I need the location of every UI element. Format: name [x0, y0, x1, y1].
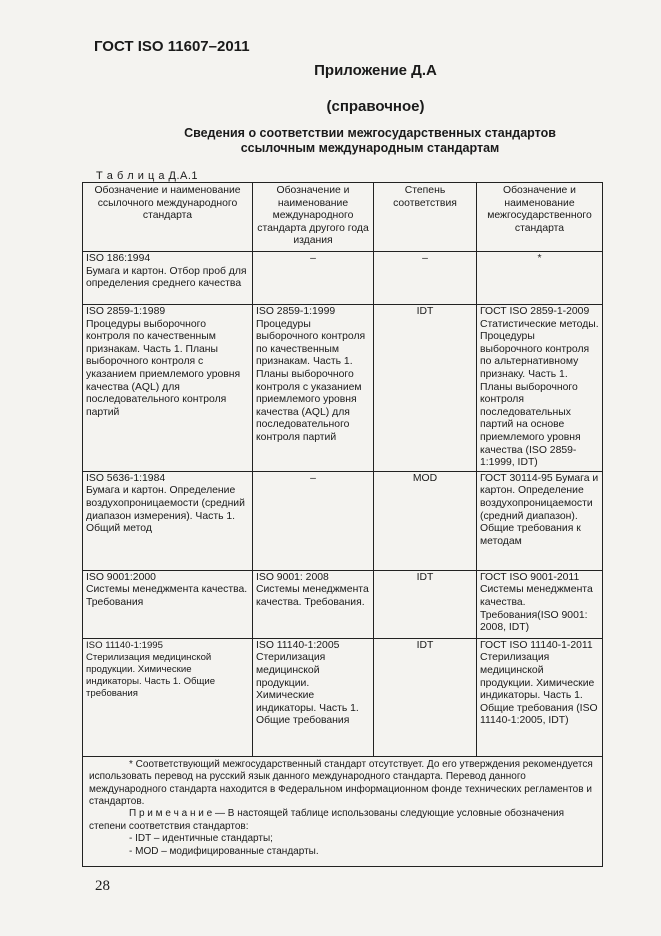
reference-code: ISO 2859-1:1989: [86, 306, 166, 317]
appendix-type: (справочное): [326, 98, 425, 115]
table-row: [83, 252, 603, 305]
note-text: В настоящей таблице использованы следующие условные обозначения степени соответствия стандартов:: [89, 808, 565, 832]
page-number: 28: [95, 878, 110, 894]
table-label: Т а б л и ц а Д.А.1: [96, 170, 199, 182]
cell-degree: IDT: [374, 570, 477, 638]
reference-title: Бумага и картон. Определение воздухопроницаемости (средний диапазон измерения). Часть 1. Общий метод: [86, 485, 245, 535]
table-notes: [83, 756, 603, 866]
cell-interstate: ГОСТ ISO 9001-2011 Системы менеджмента качества. Требования(ISO 9001: 2008, IDT): [477, 570, 603, 638]
cell-degree: MOD: [374, 471, 477, 570]
header-degree: Степень соответствия: [374, 183, 477, 252]
table-row: [83, 638, 603, 756]
list-item-mod: - MOD – модифицированные стандарты.: [129, 845, 319, 857]
appendix-caption: [120, 126, 620, 156]
caption-line-2: ссылочным международным стандартам: [240, 141, 500, 155]
appendix-title: Приложение Д.А: [314, 62, 437, 79]
cell-degree: IDT: [374, 305, 477, 472]
cell-reference: [83, 570, 253, 638]
cell-interstate: ГОСТ 30114-95 Бумага и картон. Определение воздухопроницаемости (средний диапазон). Общие требования к методам: [477, 471, 603, 570]
cell-interstate: *: [477, 252, 603, 305]
note-label: П р и м е ч а н и е —: [129, 808, 225, 820]
reference-title: Стерилизация медицинской продукции. Химические индикаторы. Часть 1. Общие требования: [86, 651, 216, 699]
table-row: [83, 305, 603, 472]
cell-reference: [83, 471, 253, 570]
correspondence-table: [82, 182, 603, 867]
reference-title: Системы менеджмента качества. Требования: [86, 584, 248, 608]
cell-interstate: ГОСТ ISO 11140-1-2011 Стерилизация медицинской продукции. Химические индикаторы. Часть 1. Общие требования (ISO 11140-1:2005, IDT): [477, 638, 603, 756]
reference-code: ISO 5636-1:1984: [86, 472, 166, 484]
cell-degree: IDT: [374, 638, 477, 756]
caption-line-1: Сведения о соответствии межгосударственных стандартов: [184, 126, 556, 140]
header-international-standard: Обозначение и наименование ссылочного международного стандарта: [83, 183, 253, 252]
cell-interstate: ГОСТ ISO 2859-1-2009 Статистические методы. Процедуры выборочного контроля по альтернативному признаку. Часть 1. Планы выборочного контроля последовательных партий на основе приемлемого уровня качества (ISO 2859-1:1999, IDT): [477, 305, 603, 472]
reference-code: ISO 11140-1:1995: [86, 639, 163, 651]
cell-reference: [83, 305, 253, 472]
cell-other-edition: ISO 2859-1:1999 Процедуры выборочного контроля по качественным признакам. Часть 1. Планы выборочного контроля с указанием приемлемого уровня качества (AQL) для последовательного контроля партий: [253, 305, 374, 472]
table-row: [83, 570, 603, 638]
reference-title: Бумага и картон. Отбор проб для определения среднего качества: [86, 265, 247, 290]
footnote: * Соответствующий межгосударственный стандарт отсутствует. До его утверждения рекомендуется использовать перевод на русский язык данного международного стандарта. Перевод данного международного стандарта находится в Федеральном информационном фонде технических регламентов и стандартов.: [89, 758, 593, 807]
cell-reference: [83, 252, 253, 305]
notes-row: [83, 756, 603, 866]
table-header-row: [83, 183, 603, 252]
table-row: [83, 471, 603, 570]
document-code: ГОСТ ISO 11607–2011: [94, 38, 250, 55]
cell-other-edition: ISO 11140-1:2005 Стерилизация медицинской продукции. Химические индикаторы. Часть 1. Общие требования: [253, 638, 374, 756]
note: [89, 808, 596, 833]
header-other-edition: Обозначение и наименование международного стандарта другого года издания: [253, 183, 374, 252]
reference-title: Процедуры выборочного контроля по качественным признакам. Часть 1. Планы выборочного контроля с указанием приемлемого уровня качества (AQL) для последовательного контроля партий: [86, 318, 241, 418]
cell-other-edition: ISO 9001: 2008 Системы менеджмента качества. Требования.: [253, 570, 374, 638]
cell-other-edition: –: [253, 471, 374, 570]
list-item-idt: - IDT – идентичные стандарты;: [129, 833, 273, 845]
cell-reference: [83, 638, 253, 756]
reference-code: ISO 9001:2000: [86, 571, 156, 583]
cell-degree: –: [374, 252, 477, 305]
header-interstate-standard: Обозначение и наименование межгосударственного стандарта: [477, 183, 603, 252]
reference-code: ISO 186:1994: [86, 253, 151, 264]
cell-other-edition: –: [253, 252, 374, 305]
